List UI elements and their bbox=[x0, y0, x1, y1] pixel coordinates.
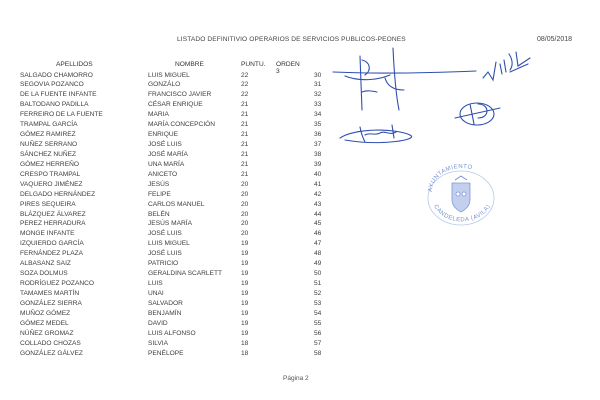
cell-nombre: LUIS MIGUEL bbox=[148, 71, 190, 79]
cell-orden: 38 bbox=[314, 150, 322, 158]
cell-apellidos: GÓMEZ RAMIREZ bbox=[20, 131, 76, 139]
cell-puntuacion: 20 bbox=[241, 210, 249, 218]
cell-apellidos: GÓMEZ MEDEL bbox=[20, 319, 69, 327]
cell-apellidos: BLÁZQUEZ ÁLVAREZ bbox=[20, 210, 86, 218]
cell-orden: 48 bbox=[314, 250, 322, 258]
cell-apellidos: IZQUIERDO GARCÍA bbox=[20, 240, 84, 248]
cell-apellidos: SEGOVIA POZANCO bbox=[20, 81, 84, 89]
cell-nombre: FELIPE bbox=[148, 190, 171, 198]
header-apellidos: APELLIDOS bbox=[56, 61, 93, 68]
cell-puntuacion: 21 bbox=[241, 121, 249, 129]
cell-orden: 30 bbox=[314, 71, 322, 79]
cell-orden: 50 bbox=[314, 270, 322, 278]
cell-puntuacion: 19 bbox=[241, 280, 249, 288]
cell-nombre: UNAI bbox=[148, 289, 164, 297]
cell-apellidos: FERREIRO DE LA FUENTE bbox=[20, 111, 103, 119]
cell-orden: 32 bbox=[314, 91, 322, 99]
cell-orden: 37 bbox=[314, 141, 322, 148]
cell-apellidos: GONZÁLEZ GÁLVEZ bbox=[20, 349, 83, 357]
cell-nombre: MARIA bbox=[148, 111, 169, 119]
cell-puntuacion: 21 bbox=[241, 141, 249, 148]
cell-apellidos: FERNÁNDEZ PLAZA bbox=[20, 250, 84, 258]
cell-puntuacion: 19 bbox=[241, 319, 249, 327]
cell-puntuacion: 21 bbox=[241, 131, 249, 139]
page-title: LISTADO DEFINITIVIO OPERARIOS DE SERVICIOS PUBLICOS-PEONES bbox=[177, 36, 406, 43]
cell-orden: 56 bbox=[314, 329, 322, 337]
cell-orden: 47 bbox=[314, 240, 322, 248]
cell-apellidos: COLLADO CHOZAS bbox=[20, 339, 81, 347]
cell-nombre: UNA MARÍA bbox=[148, 160, 185, 168]
signature-3 bbox=[455, 103, 500, 125]
cell-puntuacion: 18 bbox=[241, 349, 249, 357]
cell-apellidos: NÚÑEZ GROMAZ bbox=[20, 329, 74, 337]
cell-apellidos: SÁNCHEZ NUÑEZ bbox=[20, 150, 77, 158]
cell-orden: 52 bbox=[314, 289, 322, 297]
cell-nombre: JOSÉ LUIS bbox=[148, 250, 182, 258]
cell-orden: 54 bbox=[314, 309, 322, 317]
page-date: 08/05/2018 bbox=[537, 36, 573, 43]
cell-puntuacion: 19 bbox=[241, 240, 249, 248]
cell-puntuacion: 22 bbox=[241, 71, 249, 79]
page-number: Página 2 bbox=[283, 375, 309, 382]
cell-puntuacion: 20 bbox=[241, 230, 249, 238]
cell-nombre: JOSÉ LUIS bbox=[148, 230, 182, 238]
stamp-top-text: AYUNTAMIENTO bbox=[427, 163, 474, 193]
cell-nombre: JOSÉ LUIS bbox=[148, 141, 182, 148]
cell-nombre: LUIS ALFONSO bbox=[148, 329, 196, 337]
cell-puntuacion: 22 bbox=[241, 81, 249, 89]
cell-puntuacion: 19 bbox=[241, 250, 249, 258]
cell-orden: 40 bbox=[314, 170, 322, 178]
cell-apellidos: SALGADO CHAMORRO bbox=[20, 71, 93, 79]
cell-puntuacion: 21 bbox=[241, 111, 249, 119]
cell-orden: 31 bbox=[314, 81, 322, 89]
cell-puntuacion: 21 bbox=[241, 160, 249, 168]
cell-apellidos: MONGE INFANTE bbox=[20, 230, 75, 238]
cell-apellidos: TRAMPAL GARCÍA bbox=[20, 121, 78, 129]
cell-orden: 42 bbox=[314, 190, 322, 198]
cell-apellidos: MUÑOZ GÓMEZ bbox=[20, 309, 71, 317]
cell-puntuacion: 19 bbox=[241, 309, 249, 317]
cell-apellidos: CRESPO TRAMPAL bbox=[20, 170, 81, 178]
cell-orden: 44 bbox=[314, 210, 322, 218]
cell-puntuacion: 20 bbox=[241, 200, 249, 208]
cell-nombre: ENRIQUE bbox=[148, 131, 179, 139]
cell-nombre: BENJAMÍN bbox=[148, 309, 182, 317]
cell-orden: 35 bbox=[314, 121, 322, 129]
cell-nombre: PENÉLOPE bbox=[148, 349, 184, 357]
cell-orden: 34 bbox=[314, 111, 322, 119]
cell-apellidos: BALTODANO PADILLA bbox=[20, 101, 89, 109]
header-nombre: NOMBRE bbox=[175, 61, 204, 68]
cell-puntuacion: 22 bbox=[241, 91, 249, 99]
cell-orden: 41 bbox=[314, 180, 322, 188]
cell-nombre: SILVIA bbox=[148, 339, 169, 347]
cell-puntuacion: 19 bbox=[241, 270, 249, 278]
cell-puntuacion: 21 bbox=[241, 170, 249, 178]
cell-orden: 43 bbox=[314, 200, 322, 208]
cell-puntuacion: 19 bbox=[241, 299, 249, 307]
cell-apellidos: VAQUERO JIMÉNEZ bbox=[20, 180, 83, 188]
cell-orden: 49 bbox=[314, 260, 322, 268]
cell-apellidos: PIRES SEQUEIRA bbox=[20, 200, 76, 208]
cell-orden: 46 bbox=[314, 230, 322, 238]
cell-apellidos: DE LA FUENTE INFANTE bbox=[20, 91, 97, 99]
cell-nombre: BELÉN bbox=[148, 210, 170, 218]
signature-2 bbox=[483, 52, 530, 80]
cell-puntuacion: 19 bbox=[241, 329, 249, 337]
cell-orden: 55 bbox=[314, 319, 322, 327]
cell-nombre: ANICETO bbox=[148, 170, 178, 178]
cell-puntuacion: 18 bbox=[241, 339, 249, 347]
cell-orden: 33 bbox=[314, 101, 322, 109]
cell-puntuacion: 20 bbox=[241, 190, 249, 198]
cell-nombre: FRANCISCO JAVIER bbox=[148, 91, 212, 99]
cell-puntuacion: 19 bbox=[241, 260, 249, 268]
cell-orden: 53 bbox=[314, 299, 322, 307]
header-puntuacion: PUNTU. bbox=[241, 61, 266, 68]
signature-1 bbox=[333, 48, 476, 110]
cell-puntuacion: 21 bbox=[241, 150, 249, 158]
cell-puntuacion: 21 bbox=[241, 101, 249, 109]
cell-nombre: MARÍA CONCEPCIÓN bbox=[148, 121, 216, 129]
cell-nombre: CÉSAR ENRIQUE bbox=[148, 101, 203, 109]
cell-orden: 36 bbox=[314, 131, 322, 139]
cell-nombre: LUIS bbox=[148, 280, 163, 288]
cell-nombre: GERALDINA SCARLETT bbox=[148, 270, 223, 278]
cell-apellidos: SOZA DOLMUS bbox=[20, 270, 68, 278]
cell-nombre: DAVID bbox=[148, 319, 168, 327]
cell-puntuacion: 20 bbox=[241, 220, 249, 228]
cell-apellidos: PEREZ HERRADURA bbox=[20, 220, 86, 228]
cell-puntuacion: 20 bbox=[241, 180, 249, 188]
cell-apellidos: RODRÍGUEZ POZANCO bbox=[20, 280, 94, 288]
cell-apellidos: TAMAMES MARTÍN bbox=[20, 289, 80, 297]
cell-nombre: JOSÉ MARÍA bbox=[148, 150, 188, 158]
cell-nombre: LUIS MIGUEL bbox=[148, 240, 190, 248]
cell-orden: 51 bbox=[314, 280, 322, 288]
cell-nombre: PATRICIO bbox=[148, 260, 179, 268]
cell-nombre: CARLOS MANUEL bbox=[148, 200, 205, 208]
cell-nombre: JESÚS MARÍA bbox=[148, 220, 192, 228]
cell-nombre: SALVADOR bbox=[148, 299, 183, 307]
cell-apellidos: GONZÁLEZ SIERRA bbox=[20, 299, 82, 307]
stamp-bottom-text: CANDELEDA (AVILA) bbox=[432, 203, 492, 224]
cell-orden: 57 bbox=[314, 339, 322, 347]
cell-orden: 45 bbox=[314, 220, 322, 228]
cell-orden: 39 bbox=[314, 160, 322, 168]
cell-apellidos: DELGADO HERNÁNDEZ bbox=[20, 190, 96, 198]
cell-apellidos: ALBASANZ SAIZ bbox=[20, 260, 71, 268]
header-orden: ORDEN 3 bbox=[276, 61, 300, 75]
cell-nombre: GONZÁLO bbox=[148, 81, 181, 89]
cell-apellidos: NUÑEZ SERRANO bbox=[20, 141, 78, 148]
cell-nombre: JESÚS bbox=[148, 180, 170, 188]
cell-puntuacion: 19 bbox=[241, 289, 249, 297]
cell-orden: 58 bbox=[314, 349, 322, 357]
cell-apellidos: GÓMEZ HERREÑO bbox=[20, 160, 79, 168]
signature-4 bbox=[340, 125, 412, 143]
